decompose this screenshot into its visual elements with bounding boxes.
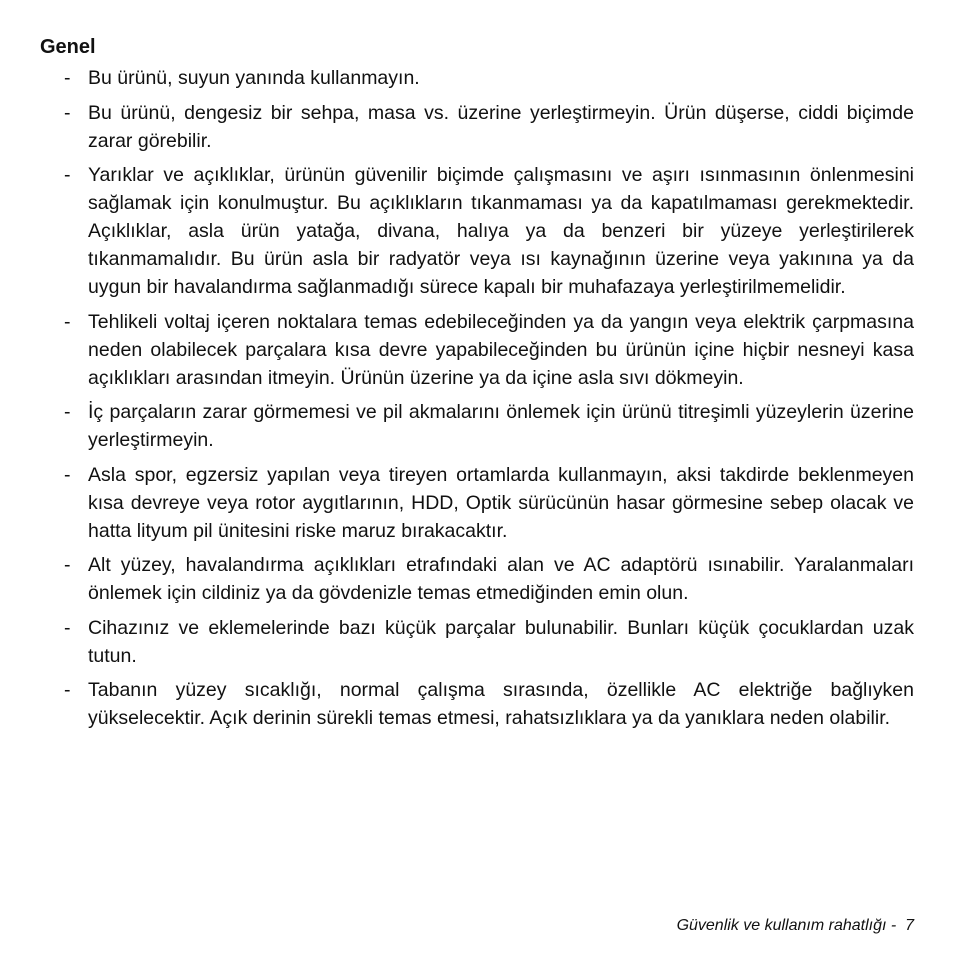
list-item-text: Bu ürünü, dengesiz bir sehpa, masa vs. üzerine yerleştirmeyin. Ürün düşerse, ciddi biçimde zarar görebilir. xyxy=(88,101,914,152)
list-dash: - xyxy=(64,164,71,186)
list-dash: - xyxy=(64,101,71,124)
list-dash: - xyxy=(64,463,71,486)
list-dash: - xyxy=(64,616,71,639)
list-item-text: Alt yüzey, havalandırma açıklıkları etrafındaki alan ve AC adaptörü ısınabilir. Yaralanmaları önlemek için cildiniz ya da gövdenizle temas etmediğinden emin olun. xyxy=(88,554,914,604)
list-item xyxy=(58,99,914,155)
list-item xyxy=(58,64,914,92)
list-dash: - xyxy=(64,679,71,701)
list-item-text: Tehlikeli voltaj içeren noktalara temas edebileceğinden ya da yangın veya elektrik çarpmasına neden olabilecek parçalara kısa devre yapabileceğinden bu ürünün içine hiçbir nesneyi kasa açıklıkları arasından itmeyin. Ürünün üzerine ya da içine asla sıvı dökmeyin. xyxy=(88,310,914,389)
list-item-text: İç parçaların zarar görmemesi ve pil akmalarını önlemek için ürünü titreşimli yüzeylerin üzerine yerleştirmeyin. xyxy=(88,401,914,451)
list-item-text: Cihazınız ve eklemelerinde bazı küçük parçalar bulunabilir. Bunları küçük çocuklardan uzak tutun. xyxy=(88,616,914,667)
list-item xyxy=(58,308,914,392)
list-item-text: Asla spor, egzersiz yapılan veya tireyen ortamlarda kullanmayın, aksi takdirde beklenmeyen kısa devreye veya rotor aygıtlarının, HDD, Optik sürücünün hasar görmesine sebep olacak ve hatta lityum pil ünitesini riske maruz bırakacaktır. xyxy=(88,463,914,542)
list-item-text: Bu ürünü, suyun yanında kullanmayın. xyxy=(88,67,420,89)
list-dash: - xyxy=(64,310,71,333)
list-item xyxy=(58,614,914,670)
list-item xyxy=(58,161,914,301)
section-heading: Genel xyxy=(40,36,96,58)
list-item xyxy=(58,551,914,607)
list-item-text: Yarıklar ve açıklıklar, ürünün güvenilir biçimde çalışmasını ve aşırı ısınmasının önlenmesini sağlamak için konulmuştur. Bu açıklıkların tıkanmaması ya da kapatılmaması gerekmektedir. Açıklıklar, asla ürün yatağa, divana, halıya ya da benzeri bir yüzeye yerleştirilerek tıkanmamalıdır. Bu ürün asla bir radyatör veya ısı kaynağının üzerine veya yakınına ya da uygun bir havalandırma sağlanmadığı sürece kapalı bir muhafazaya yerleştirilmemelidir. xyxy=(88,164,914,298)
list-dash: - xyxy=(64,67,71,89)
page-footer: Güvenlik ve kullanım rahatlığı - 7 xyxy=(676,917,914,934)
list-item xyxy=(58,398,914,454)
list-item-text: Tabanın yüzey sıcaklığı, normal çalışma sırasında, özellikle AC elektriğe bağlıyken yükselecektir. Açık derinin sürekli temas etmesi, rahatsızlıklara ya da yanıklara neden olabilir. xyxy=(88,679,914,729)
list-item xyxy=(58,461,914,545)
safety-list xyxy=(58,64,914,739)
list-dash: - xyxy=(64,401,71,423)
list-dash: - xyxy=(64,554,71,576)
list-item xyxy=(58,676,914,732)
